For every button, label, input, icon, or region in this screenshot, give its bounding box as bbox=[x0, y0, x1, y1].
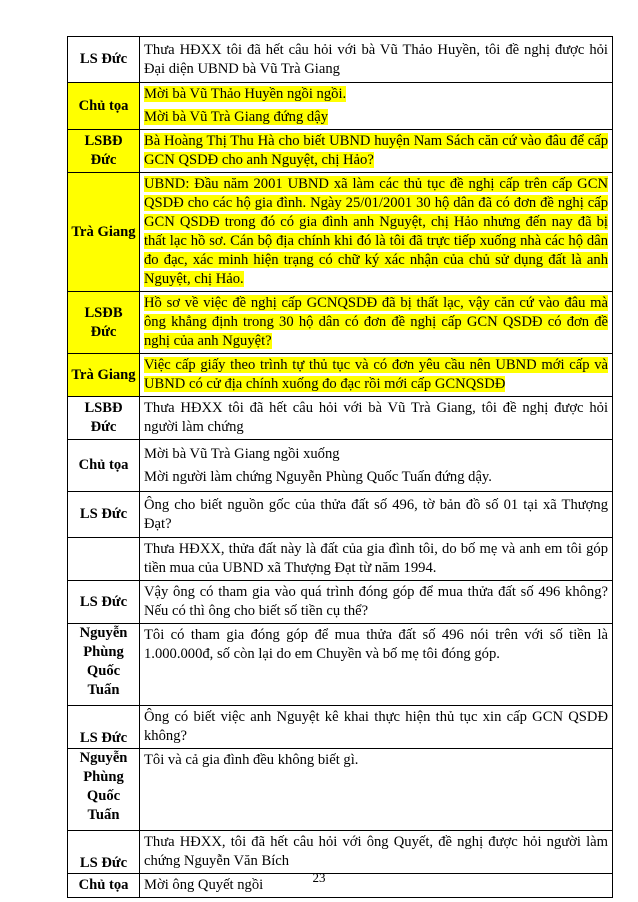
speaker-cell: Chủ tọa bbox=[68, 440, 140, 492]
speech-text bbox=[144, 130, 608, 172]
highlighted-text: UBND: Đầu năm 2001 UBND xã làm các thủ tục đề nghị cấp trên cấp GCN QSDĐ cho các hộ gia đình. Ngày 25/01/2001 30 hộ dân đã có đơn đề nghị cấp GCN QSDĐ trong đó có gia đình anh Nguyệt, chị Hảo nhưng đến nay đã bị thất lạc hồ sơ. Cán bộ địa chính khi đó là tôi đã trực tiếp xuống nhà các hộ dân đo đạc, xác minh hiện trạng có chữ ký xác nhận của chủ sử dụng đất là anh Nguyệt, chị Hảo. bbox=[144, 176, 608, 287]
highlighted-text: Mời bà Vũ Thảo Huyền ngồi ngồi. bbox=[144, 86, 347, 102]
speech-text: Vậy ông có tham gia vào quá trình đóng góp để mua thửa đất số 496 không? Nếu có thì ông cho biết số tiền cụ thể? bbox=[144, 584, 608, 619]
speech-text: Thưa HĐXX tôi đã hết câu hỏi với bà Vũ Trà Giang, tôi đề nghị được hỏi người làm chứng bbox=[144, 400, 608, 435]
speech-cell bbox=[140, 624, 613, 706]
transcript-row bbox=[68, 538, 613, 581]
speech-text: Mời bà Vũ Trà Giang ngồi xuống bbox=[144, 445, 340, 462]
speech-cell bbox=[140, 37, 613, 83]
speaker-cell: LS Đức bbox=[68, 492, 140, 538]
speech-text bbox=[144, 292, 608, 353]
transcript-row bbox=[68, 354, 613, 397]
transcript-row bbox=[68, 440, 613, 492]
page-number: 23 bbox=[312, 870, 326, 885]
speech-cell bbox=[140, 581, 613, 624]
speaker-cell: LS Đức bbox=[68, 831, 140, 874]
transcript-row bbox=[68, 706, 613, 749]
speech-text: Tôi có tham gia đóng góp để mua thửa đất số 496 nói trên với số tiền là 1.000.000đ, số còn lại do em Chuyền và bố mẹ tôi đóng góp. bbox=[144, 627, 608, 662]
speaker-cell bbox=[68, 538, 140, 581]
speech-text bbox=[144, 354, 608, 396]
speech-text: Thưa HĐXX tôi đã hết câu hỏi với bà Vũ Thảo Huyền, tôi đề nghị được hỏi Đại diện UBND bà Vũ Trà Giang bbox=[144, 41, 608, 77]
transcript-row bbox=[68, 397, 613, 440]
speech-cell bbox=[140, 83, 613, 130]
speaker-cell: Nguyễn Phùng Quốc Tuấn bbox=[68, 749, 140, 831]
speaker-cell: Nguyễn Phùng Quốc Tuấn bbox=[68, 624, 140, 706]
transcript-row bbox=[68, 492, 613, 538]
speaker-cell: LSBĐ Đức bbox=[68, 130, 140, 173]
transcript-table bbox=[67, 36, 613, 898]
speech-cell bbox=[140, 492, 613, 538]
transcript-row bbox=[68, 624, 613, 706]
speaker-cell: Trà Giang bbox=[68, 173, 140, 292]
speaker-cell: Chủ tọa bbox=[68, 874, 140, 898]
speech-cell bbox=[140, 706, 613, 749]
speaker-cell: Chủ tọa bbox=[68, 83, 140, 130]
speech-text bbox=[144, 106, 608, 129]
speaker-cell: LSĐB Đức bbox=[68, 292, 140, 354]
speech-cell bbox=[140, 130, 613, 173]
speaker-cell: LS Đức bbox=[68, 37, 140, 83]
speech-text: Thưa HĐXX, tôi đã hết câu hỏi với ông Quyết, đề nghị được hỏi người làm chứng Nguyễn Văn Bích bbox=[144, 834, 608, 869]
speaker-cell: Trà Giang bbox=[68, 354, 140, 397]
speech-cell bbox=[140, 354, 613, 397]
transcript-row bbox=[68, 83, 613, 130]
speech-text: Thưa HĐXX, thửa đất này là đất của gia đình tôi, do bố mẹ và anh em tôi góp tiền mua của UBND xã Thượng Đạt từ năm 1994. bbox=[144, 541, 608, 576]
transcript-row bbox=[68, 173, 613, 292]
speech-cell bbox=[140, 173, 613, 292]
transcript-row bbox=[68, 581, 613, 624]
speech-cell bbox=[140, 397, 613, 440]
transcript-row bbox=[68, 292, 613, 354]
speech-text: Tôi và cả gia đình đều không biết gì. bbox=[144, 752, 359, 768]
speech-cell bbox=[140, 538, 613, 581]
speech-text: Ông cho biết nguồn gốc của thửa đất số 496, tờ bản đồ số 01 tại xã Thượng Đạt? bbox=[144, 496, 608, 532]
speech-cell bbox=[140, 292, 613, 354]
transcript-row bbox=[68, 130, 613, 173]
speech-cell bbox=[140, 831, 613, 874]
highlighted-text: Hồ sơ về việc đề nghị cấp GCNQSDĐ đã bị thất lạc, vậy căn cứ vào đâu mà ông khẳng định trong 30 hộ dân có đơn đề nghị cấp GCN QSDĐ có đơn đề nghị của anh Nguyệt? bbox=[144, 295, 608, 349]
speech-cell bbox=[140, 440, 613, 492]
transcript-row bbox=[68, 831, 613, 874]
speech-text: Ông có biết việc anh Nguyệt kê khai thực hiện thủ tục xin cấp GCN QSDĐ không? bbox=[144, 709, 608, 744]
speaker-cell: LSBĐ Đức bbox=[68, 397, 140, 440]
speech-text: Mời người làm chứng Nguyễn Phùng Quốc Tuấn đứng dậy. bbox=[144, 468, 492, 485]
speech-text bbox=[144, 83, 608, 106]
transcript-row bbox=[68, 749, 613, 831]
speaker-cell: LS Đức bbox=[68, 581, 140, 624]
highlighted-text: Việc cấp giấy theo trình tự thủ tục và có đơn yêu cầu nên UBND mới cấp và UBND có cử địa chính xuống đo đạc rồi mới cấp GCNQSDĐ bbox=[144, 357, 608, 392]
highlighted-text: Bà Hoàng Thị Thu Hà cho biết UBND huyện Nam Sách căn cứ vào đâu để cấp GCN QSDĐ cho anh Nguyệt, chị Hảo? bbox=[144, 133, 608, 168]
speech-cell bbox=[140, 749, 613, 831]
speech-text bbox=[144, 173, 608, 291]
highlighted-text: Mời bà Vũ Trà Giang đứng dậy bbox=[144, 109, 328, 125]
transcript-body bbox=[68, 37, 613, 898]
speech-text: Mời ông Quyết ngồi bbox=[144, 877, 264, 893]
speaker-cell: LS Đức bbox=[68, 706, 140, 749]
transcript-row bbox=[68, 37, 613, 83]
